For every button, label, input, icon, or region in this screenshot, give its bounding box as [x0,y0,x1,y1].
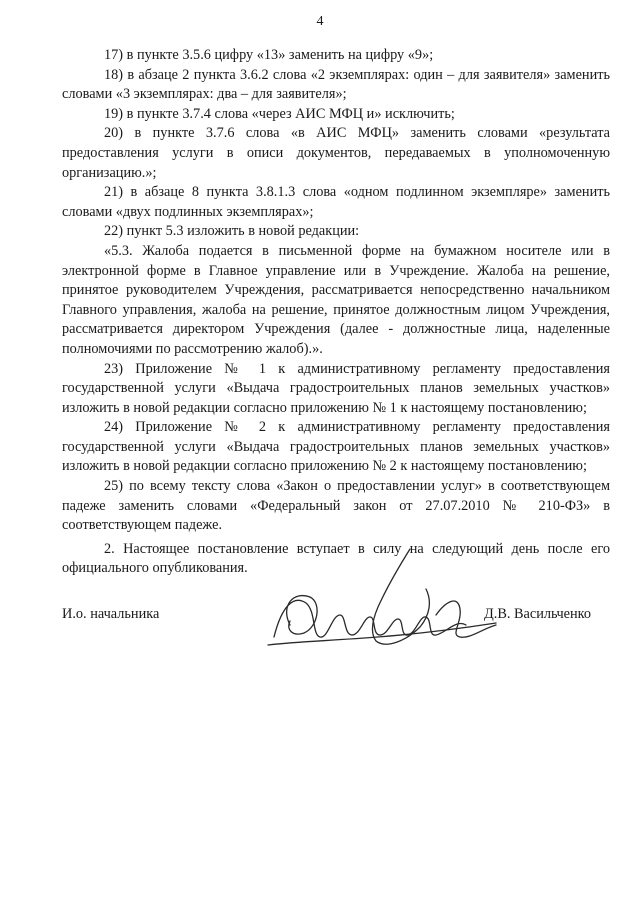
paragraph-item-20: 20) в пункте 3.7.6 слова «в АИС МФЦ» заменить словами «результата предоставления услуги в описи документов, передаваемых в уполномоченную организацию.»; [62,125,610,181]
paragraph-section-2: 2. Настоящее постановление вступает в силу на следующий день после его официального опубликования. [62,540,610,577]
document-body [62,46,610,579]
page-number: 4 [316,14,324,29]
signatory-name: Д.В. Васильченко [484,606,592,622]
paragraph-quote-5-3: «5.3. Жалоба подается в письменной форме на бумажном носителе или в электронной форме в Главное управление или в Учреждение. Жалоба на решение, принятое руководителем Учреждения, рассматривается непосредственно начальником Главного управления, жалоба на решение, принятое должностным лицом Учреждения, рассматривается директором Учреждения (далее - должностные лица, наделенные полномочиями по рассмотрению жалоб).». [62,242,610,357]
signatory-position: И.о. начальника [62,606,160,622]
paragraph-item-25: 25) по всему тексту слова «Закон о предоставлении услуг» в соответствующем падеже заменить словами «Федеральный закон от 27.07.2010 № 210-ФЗ» в соответствующем падеже. [62,478,610,534]
paragraph-item-22: 22) пункт 5.3 изложить в новой редакции: [104,223,360,240]
paragraph-item-21: 21) в абзаце 8 пункта 3.8.1.3 слова «одном подлинном экземпляре» заменить словами «двух подлинных экземплярах»; [62,184,610,220]
paragraph-item-23: 23) Приложение № 1 к административному регламенту предоставления государственной услуги «Выдача градостроительных планов земельных участков» изложить в новой редакции согласно приложению № 1 к настоящему постановлению; [62,360,610,416]
paragraph-item-17: 17) в пункте 3.5.6 цифру «13» заменить на цифру «9»; [104,47,434,63]
paragraph-item-24: 24) Приложение № 2 к административному регламенту предоставления государственной услуги «Выдача градостроительных планов земельных участков» изложить в новой редакции согласно приложению № 2 к настоящему постановлению; [62,419,610,475]
handwritten-signature [260,545,500,655]
paragraph-item-18: 18) в абзаце 2 пункта 3.6.2 слова «2 экземплярах: один – для заявителя» заменить словами «3 экземплярах: два – для заявителя»; [62,66,610,103]
paragraph-item-19: 19) в пункте 3.7.4 слова «через АИС МФЦ и» исключить; [104,105,455,122]
